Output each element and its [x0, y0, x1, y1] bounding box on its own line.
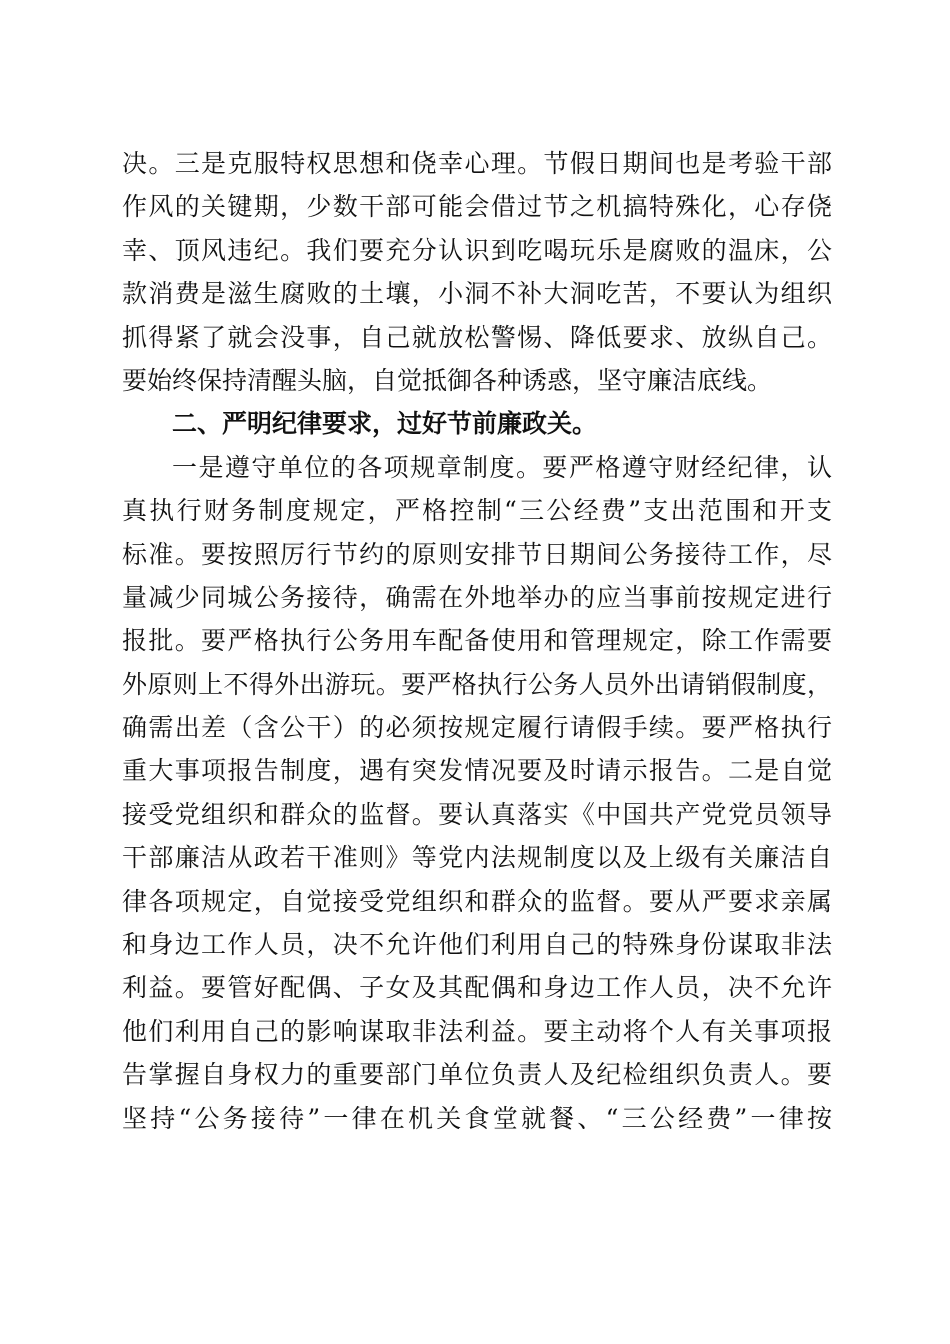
text-line: 确需出差（含公干）的必须按规定履行请假手续。要严格执行	[122, 713, 832, 743]
text-line: 作风的关键期，少数干部可能会借过节之机搞特殊化，心存侥	[122, 192, 832, 222]
text-line: 一是遵守单位的各项规章制度。要严格遵守财经纪律，认	[172, 452, 832, 482]
text-line: 告掌握自身权力的重要部门单位负责人及纪检组织负责人。要	[122, 1060, 832, 1090]
text-line: 坚持“公务接待”一律在机关食堂就餐、“三公经费”一律按	[122, 1103, 832, 1133]
document-body	[122, 142, 832, 1140]
text-line: 真执行财务制度规定，严格控制“三公经费”支出范围和开支	[122, 496, 832, 526]
text-line: 和身边工作人员，决不允许他们利用自己的特殊身份谋取非法	[122, 930, 832, 960]
text-line: 决。三是克服特权思想和侥幸心理。节假日期间也是考验干部	[122, 149, 832, 178]
section-heading: 二、严明纪律要求，过好节前廉政关。	[172, 409, 598, 439]
text-line: 报批。要严格执行公务用车配备使用和管理规定，除工作需要	[122, 626, 832, 656]
text-line: 要始终保持清醒头脑，自觉抵御各种诱惑，坚守廉洁底线。	[122, 365, 773, 395]
text-line: 重大事项报告制度，遇有突发情况要及时请示报告。二是自觉	[122, 756, 832, 786]
text-line: 接受党组织和群众的监督。要认真落实《中国共产党党员领导	[122, 799, 832, 829]
text-line: 标准。要按照厉行节约的原则安排节日期间公务接待工作，尽	[122, 539, 832, 569]
text-line: 量减少同城公务接待，确需在外地举办的应当事前按规定进行	[122, 582, 832, 612]
text-line: 干部廉洁从政若干准则》等党内法规制度以及上级有关廉洁自	[122, 843, 832, 873]
text-line: 款消费是滋生腐败的土壤，小洞不补大洞吃苦，不要认为组织	[122, 279, 832, 309]
text-line: 律各项规定，自觉接受党组织和群众的监督。要从严要求亲属	[122, 886, 832, 916]
text-line: 他们利用自己的影响谋取非法利益。要主动将个人有关事项报	[122, 1016, 832, 1046]
text-line: 抓得紧了就会没事，自己就放松警惕、降低要求、放纵自己。	[122, 322, 832, 352]
text-line: 利益。要管好配偶、子女及其配偶和身边工作人员，决不允许	[122, 973, 832, 1003]
text-line: 外原则上不得外出游玩。要严格执行公务人员外出请销假制度，	[122, 669, 832, 699]
text-line: 幸、顶风违纪。我们要充分认识到吃喝玩乐是腐败的温床，公	[122, 235, 832, 265]
